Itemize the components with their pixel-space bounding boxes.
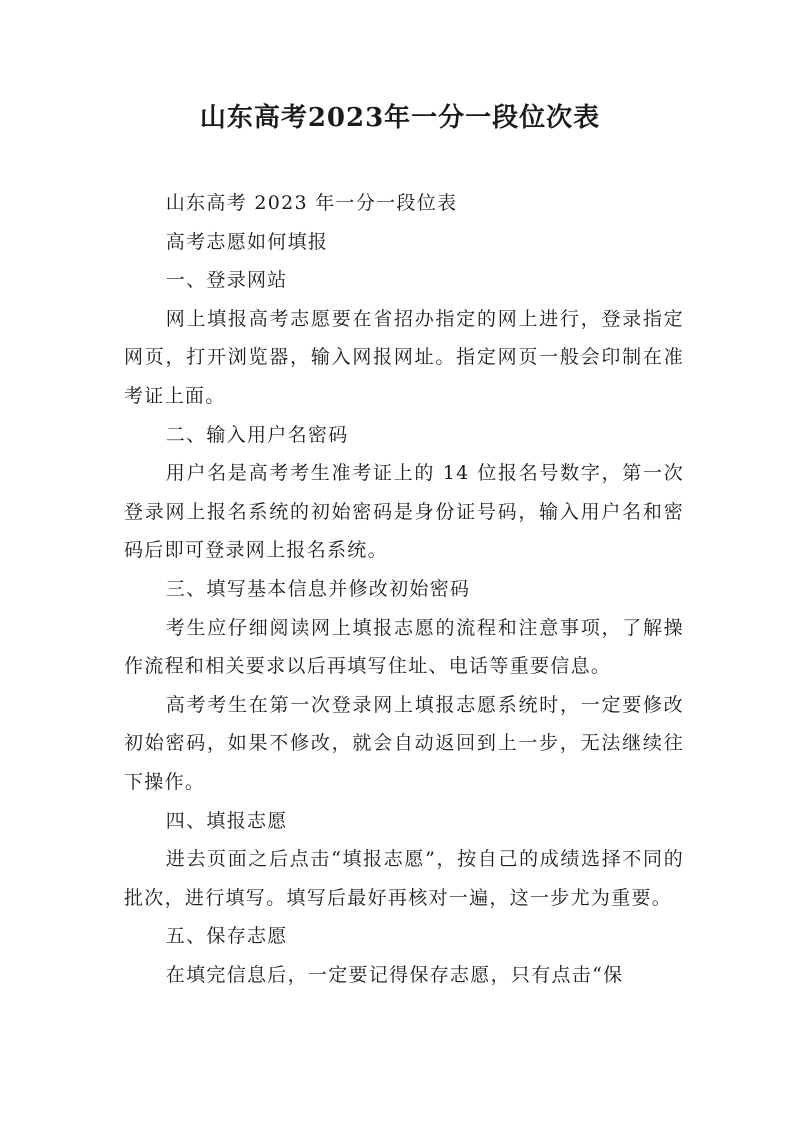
paragraph: 在填完信息后，一定要记得保存志愿，只有点击“保 <box>165 963 624 986</box>
paragraph: 考生应仔细阅读网上填报志愿的流程和注意事项，了解操作流程和相关要求以后再填写住址、电话等重要信息。 <box>124 616 684 678</box>
paragraph: 网上填报高考志愿要在省招办指定的网上进行，登录指定网页，打开浏览器，输入网报网址。指定网页一般会印制在准考证上面。 <box>124 307 684 407</box>
document-title: 山东高考2023年一分一段位次表 <box>199 103 601 133</box>
section-heading-5: 五、保存志愿 <box>165 925 288 948</box>
document-body <box>124 184 684 994</box>
paragraph-subheading: 高考志愿如何填报 <box>165 230 329 253</box>
paragraph-heading: 山东高考 2023 年一分一段位表 <box>165 192 458 214</box>
section-heading-3: 三、填写基本信息并修改初始密码 <box>165 577 471 600</box>
section-heading-4: 四、填报志愿 <box>165 809 288 832</box>
section-heading-1: 一、登录网站 <box>165 269 288 292</box>
paragraph: 高考考生在第一次登录网上填报志愿系统时，一定要修改初始密码，如果不修改，就会自动返回到上一步，无法继续往下操作。 <box>124 693 684 793</box>
paragraph: 进去页面之后点击“填报志愿”，按自己的成绩选择不同的批次，进行填写。填写后最好再核对一遍，这一步尤为重要。 <box>124 848 684 909</box>
section-heading-2: 二、输入用户名密码 <box>165 423 349 446</box>
paragraph: 用户名是高考考生准考证上的 14 位报名号数字，第一次登录网上报名系统的初始密码是身份证号码，输入用户名和密码后即可登录网上报名系统。 <box>124 462 684 562</box>
